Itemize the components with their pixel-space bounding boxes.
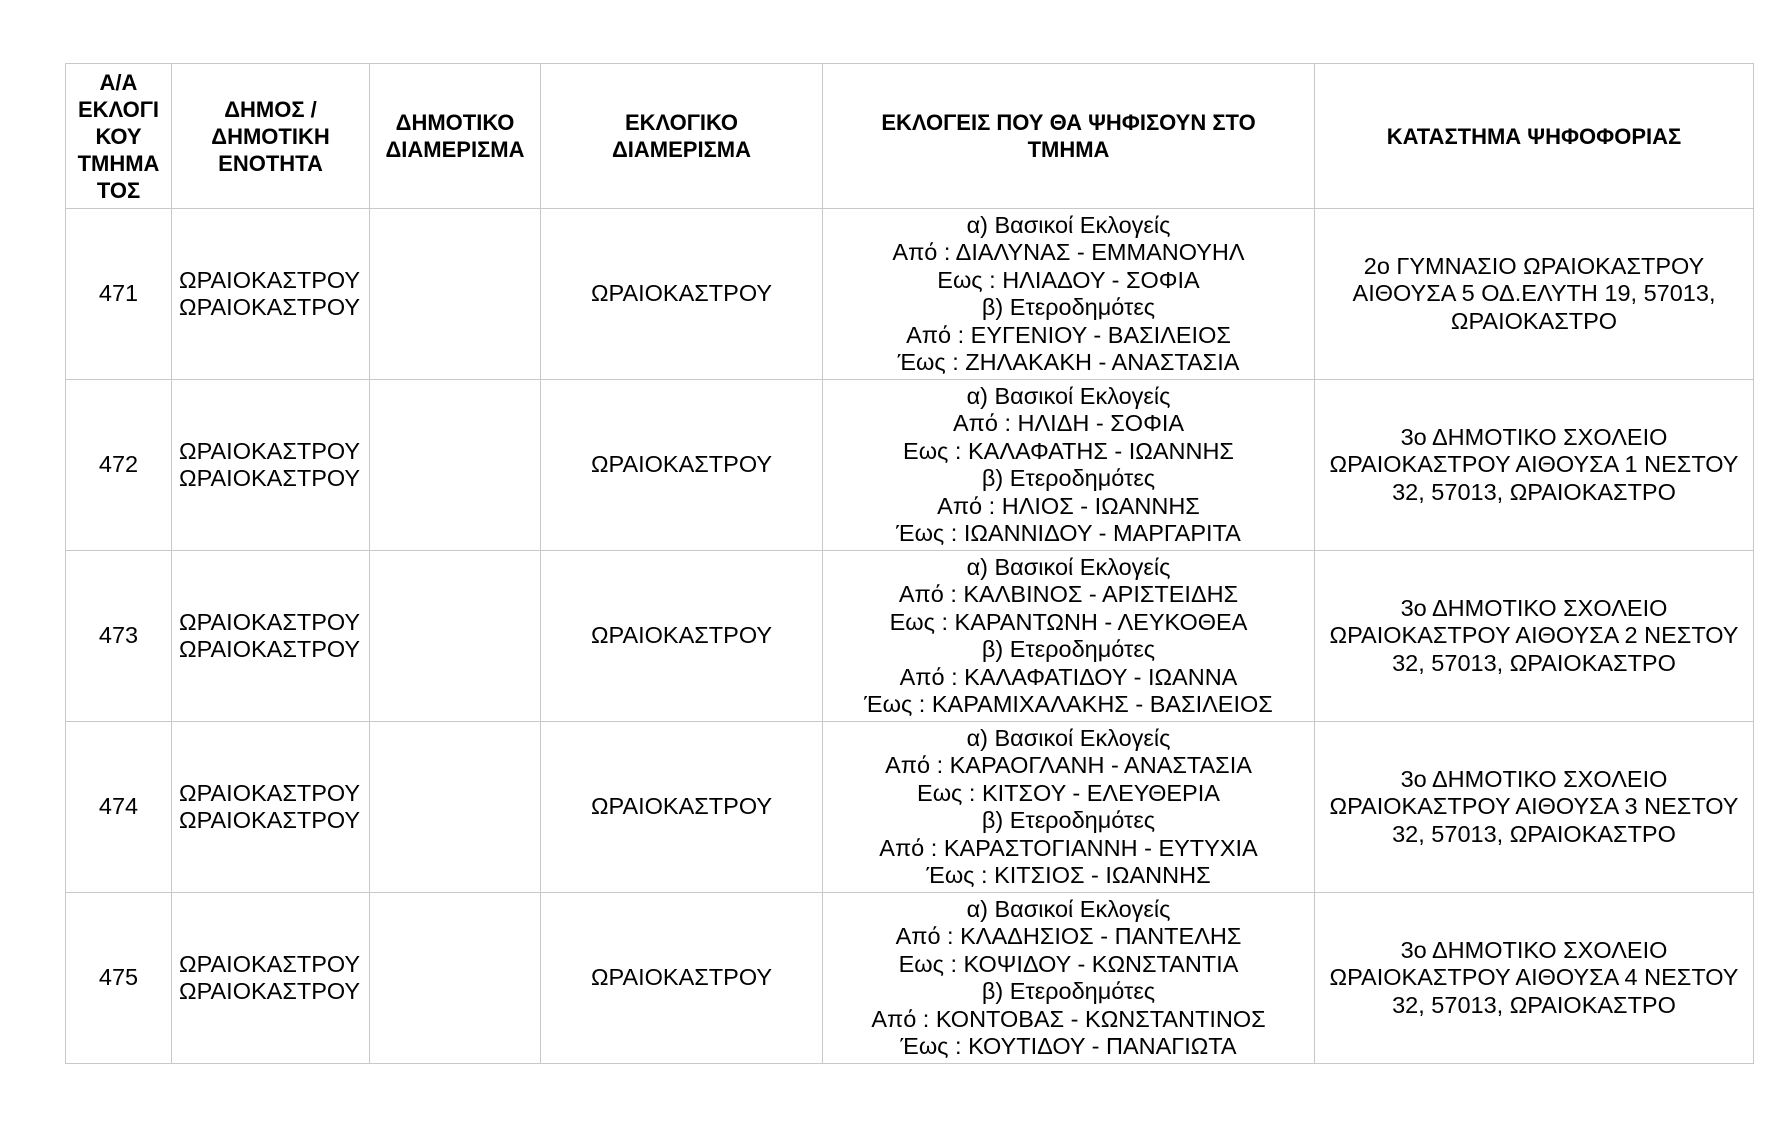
table-row: [66, 722, 1754, 893]
cell-polling-station: 3ο ΔΗΜΟΤΙΚΟ ΣΧΟΛΕΙΟ ΩΡΑΙΟΚΑΣΤΡΟΥ ΑΙΘΟΥΣΑ 3 ΝΕΣΤΟΥ 32, 57013, ΩΡΑΙΟΚΑΣΤΡΟ: [1315, 722, 1754, 893]
cell-electoral-district: ΩΡΑΙΟΚΑΣΤΡΟΥ: [541, 722, 823, 893]
header-row: [66, 64, 1754, 209]
cell-voters: α) Βασικοί Εκλογείς Από : ΚΑΛΒΙΝΟΣ - ΑΡΙΣΤΕΙΔΗΣ Εως : ΚΑΡΑΝΤΩΝΗ - ΛΕΥΚΟΘΕΑ β) Ετεροδημότες Από : ΚΑΛΑΦΑΤΙΔΟΥ - ΙΩΑΝΝΑ Έως : ΚΑΡΑΜΙΧΑΛΑΚΗΣ - ΒΑΣΙΛΕΙΟΣ: [823, 551, 1315, 722]
table-row: [66, 380, 1754, 551]
table-body: [66, 209, 1754, 1064]
cell-section-number: 471: [66, 209, 172, 380]
header-polling-station: ΚΑΤΑΣΤΗΜΑ ΨΗΦΟΦΟΡΙΑΣ: [1315, 64, 1754, 209]
table-row: [66, 551, 1754, 722]
cell-municipality: ΩΡΑΙΟΚΑΣΤΡΟΥ ΩΡΑΙΟΚΑΣΤΡΟΥ: [172, 380, 370, 551]
cell-section-number: 473: [66, 551, 172, 722]
cell-voters: α) Βασικοί Εκλογείς Από : ΔΙΑΛΥΝΑΣ - ΕΜΜΑΝΟΥΗΛ Εως : ΗΛΙΑΔΟΥ - ΣΟΦΙΑ β) Ετεροδημότες Από : ΕΥΓΕΝΙΟΥ - ΒΑΣΙΛΕΙΟΣ Έως : ΖΗΛΑΚΑΚΗ - ΑΝΑΣΤΑΣΙΑ: [823, 209, 1315, 380]
polling-sections-table: [65, 63, 1754, 1064]
table-row: [66, 893, 1754, 1064]
cell-polling-station: 3ο ΔΗΜΟΤΙΚΟ ΣΧΟΛΕΙΟ ΩΡΑΙΟΚΑΣΤΡΟΥ ΑΙΘΟΥΣΑ 2 ΝΕΣΤΟΥ 32, 57013, ΩΡΑΙΟΚΑΣΤΡΟ: [1315, 551, 1754, 722]
cell-electoral-district: ΩΡΑΙΟΚΑΣΤΡΟΥ: [541, 209, 823, 380]
cell-polling-station: 3ο ΔΗΜΟΤΙΚΟ ΣΧΟΛΕΙΟ ΩΡΑΙΟΚΑΣΤΡΟΥ ΑΙΘΟΥΣΑ 4 ΝΕΣΤΟΥ 32, 57013, ΩΡΑΙΟΚΑΣΤΡΟ: [1315, 893, 1754, 1064]
cell-electoral-district: ΩΡΑΙΟΚΑΣΤΡΟΥ: [541, 551, 823, 722]
cell-polling-station: 3ο ΔΗΜΟΤΙΚΟ ΣΧΟΛΕΙΟ ΩΡΑΙΟΚΑΣΤΡΟΥ ΑΙΘΟΥΣΑ 1 ΝΕΣΤΟΥ 32, 57013, ΩΡΑΙΟΚΑΣΤΡΟ: [1315, 380, 1754, 551]
cell-municipal-district: [370, 380, 541, 551]
cell-municipal-district: [370, 893, 541, 1064]
cell-municipal-district: [370, 722, 541, 893]
cell-polling-station: 2ο ΓΥΜΝΑΣΙΟ ΩΡΑΙΟΚΑΣΤΡΟΥ ΑΙΘΟΥΣΑ 5 ΟΔ.ΕΛΥΤΗ 19, 57013, ΩΡΑΙΟΚΑΣΤΡΟ: [1315, 209, 1754, 380]
header-voters: ΕΚΛΟΓΕΙΣ ΠΟΥ ΘΑ ΨΗΦΙΣΟΥΝ ΣΤΟ ΤΜΗΜΑ: [823, 64, 1315, 209]
cell-electoral-district: ΩΡΑΙΟΚΑΣΤΡΟΥ: [541, 893, 823, 1064]
cell-electoral-district: ΩΡΑΙΟΚΑΣΤΡΟΥ: [541, 380, 823, 551]
cell-municipal-district: [370, 209, 541, 380]
cell-voters: α) Βασικοί Εκλογείς Από : ΗΛΙΔΗ - ΣΟΦΙΑ Εως : ΚΑΛΑΦΑΤΗΣ - ΙΩΑΝΝΗΣ β) Ετεροδημότες Από : ΗΛΙΟΣ - ΙΩΑΝΝΗΣ Έως : ΙΩΑΝΝΙΔΟΥ - ΜΑΡΓΑΡΙΤΑ: [823, 380, 1315, 551]
header-electoral-district: ΕΚΛΟΓΙΚΟ ΔΙΑΜΕΡΙΣΜΑ: [541, 64, 823, 209]
cell-municipality: ΩΡΑΙΟΚΑΣΤΡΟΥ ΩΡΑΙΟΚΑΣΤΡΟΥ: [172, 209, 370, 380]
table-header: [66, 64, 1754, 209]
cell-voters: α) Βασικοί Εκλογείς Από : ΚΑΡΑΟΓΛΑΝΗ - ΑΝΑΣΤΑΣΙΑ Εως : ΚΙΤΣΟΥ - ΕΛΕΥΘΕΡΙΑ β) Ετεροδημότες Από : ΚΑΡΑΣΤΟΓΙΑΝΝΗ - ΕΥΤΥΧΙΑ Έως : ΚΙΤΣΙΟΣ - ΙΩΑΝΝΗΣ: [823, 722, 1315, 893]
cell-section-number: 474: [66, 722, 172, 893]
cell-municipality: ΩΡΑΙΟΚΑΣΤΡΟΥ ΩΡΑΙΟΚΑΣΤΡΟΥ: [172, 722, 370, 893]
header-section-number: Α/Α ΕΚΛΟΓΙ ΚΟΥ ΤΜΗΜΑ ΤΟΣ: [66, 64, 172, 209]
cell-municipal-district: [370, 551, 541, 722]
cell-section-number: 475: [66, 893, 172, 1064]
cell-municipality: ΩΡΑΙΟΚΑΣΤΡΟΥ ΩΡΑΙΟΚΑΣΤΡΟΥ: [172, 551, 370, 722]
header-municipality: ΔΗΜΟΣ / ΔΗΜΟΤΙΚΗ ΕΝΟΤΗΤΑ: [172, 64, 370, 209]
table-row: [66, 209, 1754, 380]
header-municipal-district: ΔΗΜΟΤΙΚΟ ΔΙΑΜΕΡΙΣΜΑ: [370, 64, 541, 209]
cell-municipality: ΩΡΑΙΟΚΑΣΤΡΟΥ ΩΡΑΙΟΚΑΣΤΡΟΥ: [172, 893, 370, 1064]
cell-section-number: 472: [66, 380, 172, 551]
cell-voters: α) Βασικοί Εκλογείς Από : ΚΛΑΔΗΣΙΟΣ - ΠΑΝΤΕΛΗΣ Εως : ΚΟΨΙΔΟΥ - ΚΩΝΣΤΑΝΤΙΑ β) Ετεροδημότες Από : ΚΟΝΤΟΒΑΣ - ΚΩΝΣΤΑΝΤΙΝΟΣ Έως : ΚΟΥΤΙΔΟΥ - ΠΑΝΑΓΙΩΤΑ: [823, 893, 1315, 1064]
